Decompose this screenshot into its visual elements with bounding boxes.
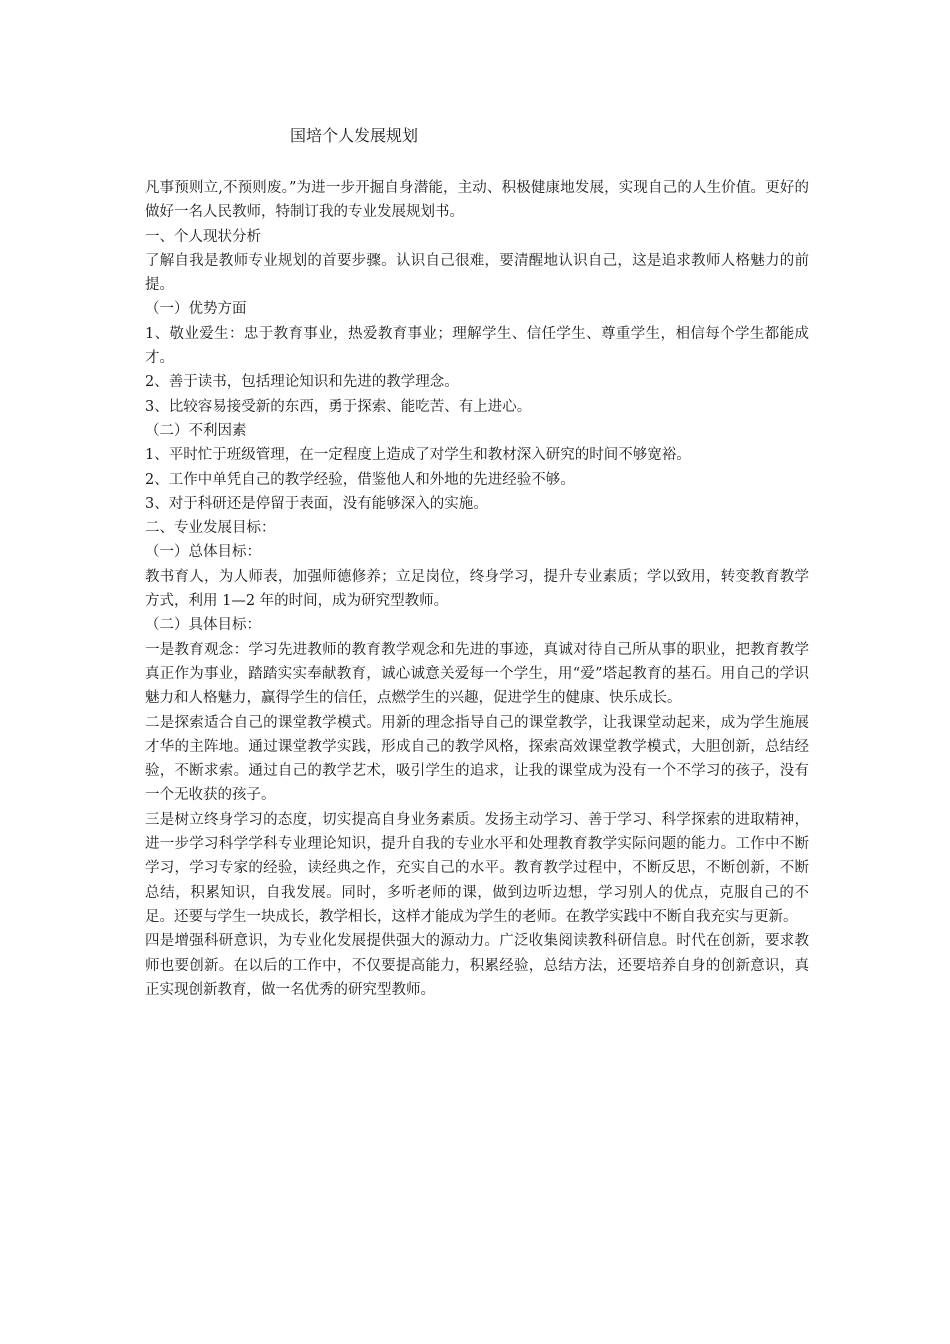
paragraph-goal-3: 三是树立终身学习的态度，切实提高自身业务素质。发扬主动学习、善于学习、科学探索的进取精神，进一步学习科学学科专业理论知识，提升自我的专业水平和处理教育教学实际问题的能力。工作中不断学习，学习专家的经验，读经典之作，充实自己的水平。教育教学过程中，不断反思，不断创新，不断总结，积累知识，自我发展。同时，多听老师的课，做到边听边想，学习别人的优点，克服自己的不足。还要与学生一块成长，教学相长，这样才能成为学生的老师。在教学实践中不断自我充实与更新。 <box>145 811 809 925</box>
subheading-weaknesses: （二）不利因素 <box>145 422 247 439</box>
paragraph-self-knowledge: 了解自我是教师专业规划的首要步骤。认识自己很难，要清醒地认识自己，这是追求教师人格魅力的前提。 <box>145 252 809 294</box>
list-item-weakness-2: 2、工作中单凭自己的教学经验，借鉴他人和外地的先进经验不够。 <box>145 471 575 488</box>
heading-section-2: 二、专业发展目标： <box>145 520 276 537</box>
paragraph-overall-goal: 教书育人，为人师表，加强师德修养；立足岗位，终身学习，提升专业素质；学以致用，转变教育教学方式，利用 1—2 年的时间，成为研究型教师。 <box>145 568 809 610</box>
list-item-weakness-1: 1、平时忙于班级管理，在一定程度上造成了对学生和教材深入研究的时间不够宽裕。 <box>145 447 691 464</box>
document-title: 国培个人发展规划 <box>290 126 419 145</box>
document-body <box>145 176 809 1002</box>
list-item-weakness-3: 3、对于科研还是停留于表面，没有能够深入的实施。 <box>145 495 488 512</box>
subheading-strengths: （一）优势方面 <box>145 301 247 318</box>
paragraph-goal-4: 四是增强科研意识，为专业化发展提供强大的源动力。广泛收集阅读教科研信息。时代在创新，要求教师也要创新。在以后的工作中，不仅要提高能力，积累经验，总结方法，还要培养自身的创新意识，真正实现创新教育，做一名优秀的研究型教师。 <box>145 933 809 998</box>
paragraph-goal-2: 二是探索适合自己的课堂教学模式。用新的理念指导自己的课堂教学，让我课堂动起来，成为学生施展才华的主阵地。通过课堂教学实践，形成自己的教学风格，探索高效课堂教学模式，大胆创新，总结经验，不断求索。通过自己的教学艺术，吸引学生的追求，让我的课堂成为没有一个不学习的孩子，没有一个无收获的孩子。 <box>145 714 809 804</box>
subheading-overall-goal: （一）总体目标： <box>145 544 261 561</box>
heading-section-1: 一、个人现状分析 <box>145 228 261 245</box>
paragraph-intro: 凡事预则立,不预则废。”为进一步开掘自身潜能，主动、积极健康地发展，实现自己的人生价值。更好的做好一名人民教师，特制订我的专业发展规划书。 <box>145 180 809 221</box>
paragraph-goal-1: 一是教育观念：学习先进教师的教育教学观念和先进的事迹，真诚对待自己所从事的职业，把教育教学真正作为事业，踏踏实实奉献教育，诚心诚意关爱每一个学生，用“爱”塔起教育的基石。用自己的学识魅力和人格魅力，赢得学生的信任，点燃学生的兴趣，促进学生的健康、快乐成长。 <box>145 641 809 707</box>
list-item-strength-2: 2、善于读书，包括理论知识和先进的教学理念。 <box>145 374 459 391</box>
list-item-strength-1: 1、敬业爱生：忠于教育事业，热爱教育事业；理解学生、信任学生、尊重学生，相信每个学生都能成才。 <box>145 325 809 367</box>
subheading-specific-goals: （二）具体目标： <box>145 617 261 634</box>
list-item-strength-3: 3、比较容易接受新的东西，勇于探索、能吃苦、有上进心。 <box>145 398 532 415</box>
